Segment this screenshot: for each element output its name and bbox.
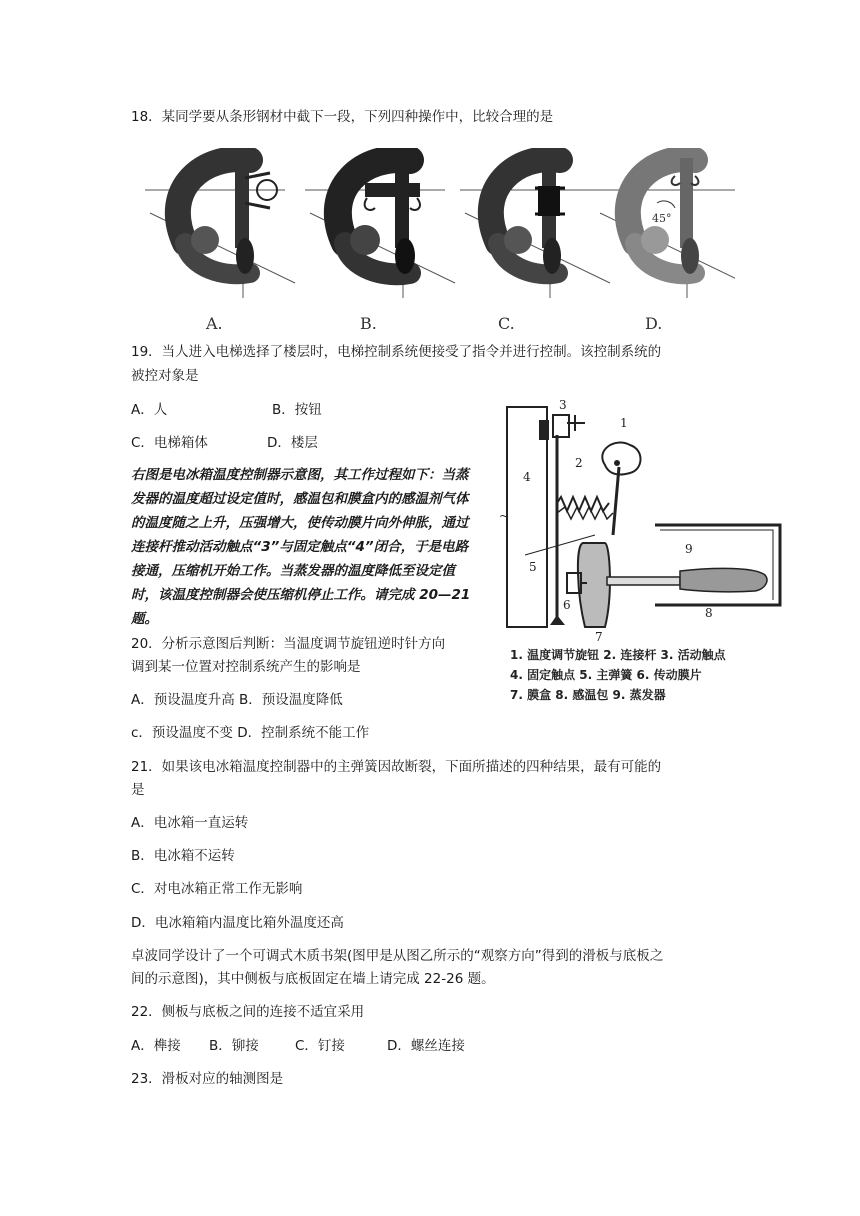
intro-22-26-line1: 卓波同学设计了一个可调式木质书架(图甲是从图乙所示的“观察方向”得到的滑板与底板之 (131, 948, 664, 964)
diagram-legend-line3: 7. 膜盒 8. 感温包 9. 蒸发器 (510, 688, 666, 702)
figure-label-b: B. (360, 314, 377, 333)
diagram-legend-line1: 1. 温度调节旋钮 2. 连接杆 3. 活动触点 (510, 648, 726, 662)
figure-a (145, 156, 295, 298)
figure-d (595, 156, 735, 298)
q21-option-b[interactable]: B．电冰箱不运转 (131, 848, 235, 864)
q20-options-ab[interactable]: A．预设温度升高 B．预设温度降低 (131, 692, 343, 708)
diagram-num-3: 3 (559, 398, 567, 412)
figure-c (460, 156, 610, 298)
diagram-num-5: 5 (529, 560, 537, 574)
q22-option-c[interactable]: C．钉接 (295, 1038, 345, 1054)
q23-stem: 23．滑板对应的轴测图是 (131, 1071, 284, 1087)
q19-stem-line2: 被控对象是 (131, 368, 199, 384)
q19-option-c[interactable]: C．电梯箱体 (131, 435, 208, 451)
diagram-num-9: 9 (685, 542, 693, 556)
q19-option-a[interactable]: A．人 (131, 402, 168, 418)
intro-20-21: 右图是电冰箱温度控制器示意图，其工作过程如下：当蒸发器的温度超过设定值时，感温包和膜盒内的感温剂气体的温度随之上升，压强增大，使传动膜片向外伸胀，通过连接杆推动活动触点“3”与固定触点“4”闭合，于是电路接通，压缩机开始工作。当蒸发器的温度降低至设定值时，该温度控制器会使压缩机停止工作。请完成 20—21 题。 (131, 467, 471, 627)
diagram-num-7: 7 (595, 630, 603, 644)
diagram-num-4: 4 (523, 470, 531, 484)
q20-stem-line1: 20．分析示意图后判断：当温度调节旋钮逆时针方向 (131, 636, 446, 652)
q21-stem-line2: 是 (131, 782, 145, 798)
q22-option-a[interactable]: A．榫接 (131, 1038, 181, 1054)
diagram-legend-line2: 4. 固定触点 5. 主弹簧 6. 传动膜片 (510, 668, 702, 682)
q19-options-ab (131, 400, 322, 420)
hacksaw-figure (145, 148, 735, 338)
figure-b (305, 156, 455, 298)
diagram-num-2: 2 (575, 456, 583, 470)
q18-stem: 18．某同学要从条形钢材中截下一段，下列四种操作中，比较合理的是 (131, 109, 554, 125)
diagram-num-6: 6 (563, 598, 571, 612)
q19-option-b[interactable]: B．按钮 (272, 402, 322, 418)
figure-label-d: D. (645, 314, 663, 333)
q21-option-d[interactable]: D．电冰箱箱内温度比箱外温度还高 (131, 915, 344, 931)
intro-22-26-line2: 间的示意图)，其中侧板与底板固定在墙上请完成 22-26 题。 (131, 971, 495, 987)
figure-label-a: A. (206, 314, 223, 333)
q22-option-d[interactable]: D．螺丝连接 (387, 1038, 465, 1054)
q19-options-cd (131, 433, 318, 453)
q20-options-cd[interactable]: c．预设温度不变 D．控制系统不能工作 (131, 725, 370, 741)
svg-text:~: ~ (499, 509, 510, 523)
q20-stem-line2: 调到某一位置对控制系统产生的影响是 (131, 659, 361, 675)
q22-stem: 22．侧板与底板之间的连接不适宜采用 (131, 1004, 365, 1020)
q21-option-c[interactable]: C．对电冰箱正常工作无影响 (131, 881, 303, 897)
q22-option-b[interactable]: B．铆接 (209, 1038, 259, 1054)
q19-option-d[interactable]: D．楼层 (267, 435, 318, 451)
q21-stem-line1: 21．如果该电冰箱温度控制器中的主弹簧因故断裂，下面所描述的四种结果，最有可能的 (131, 759, 662, 775)
q22-options (131, 1036, 465, 1056)
diagram-num-8: 8 (705, 606, 713, 620)
diagram-num-1: 1 (620, 416, 628, 430)
angle-note: 45° (652, 212, 672, 225)
q19-stem-line1: 19．当人进入电梯选择了楼层时，电梯控制系统便接受了指令并进行控制。该控制系统的 (131, 344, 662, 360)
thermostat-diagram (495, 395, 795, 645)
q21-option-a[interactable]: A．电冰箱一直运转 (131, 815, 249, 831)
figure-label-c: C. (498, 314, 515, 333)
